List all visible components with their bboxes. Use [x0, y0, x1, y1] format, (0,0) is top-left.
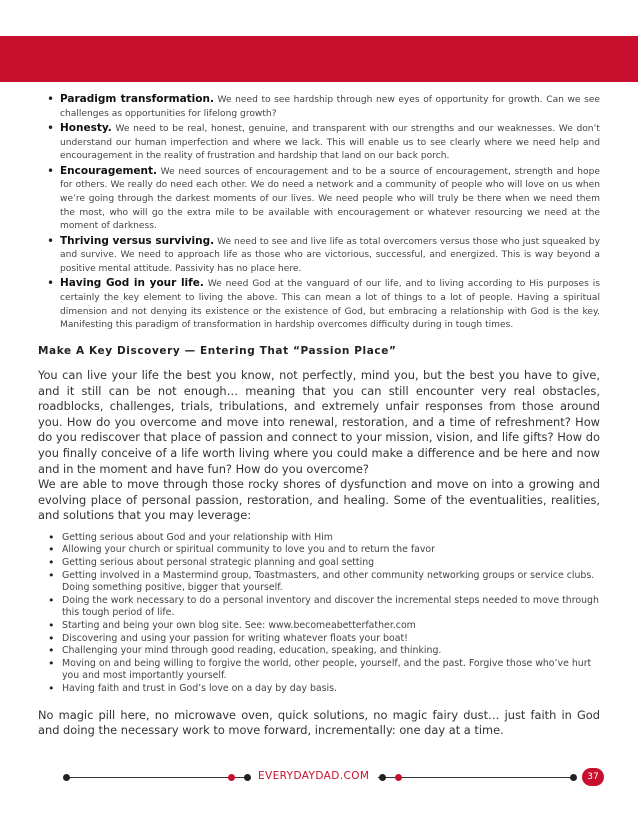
footer-dot	[395, 774, 402, 781]
list-item-term: Honesty.	[60, 121, 112, 134]
footer-dot	[244, 774, 251, 781]
footer-site-link[interactable]: EVERYDAYDAD.COM	[258, 770, 370, 782]
list-item	[60, 277, 600, 333]
page-content	[38, 93, 600, 739]
list-item	[60, 235, 600, 277]
list-item-text: We need to see hardship through new eyes of opportunity for growth. Can we see challenges as opportunities for lifelong growth?	[60, 95, 601, 119]
footer-dot	[63, 774, 70, 781]
list-item: • Allowing your church or spiritual community to love you and to return the favor	[62, 544, 600, 557]
list-item: • Getting serious about God and your relationship with Him	[62, 532, 600, 545]
list-item-text: We need God at the vanguard of our life, and to living according to His purposes is certainly the key element to living the above. This can mean a lot of things to a lot of people. Having a spiritual dimension and not denying its existence or the existence of God, but embracing a relationship with God is the key. Manifesting this paradigm of transformation in hardship overcomes difficulty during in tough times.	[60, 279, 600, 331]
principles-list	[38, 93, 600, 333]
list-item-term: Thriving versus surviving.	[60, 234, 215, 247]
list-item: • Discovering and using your passion for writing whatever floats your boat!	[62, 633, 600, 646]
list-item	[60, 122, 600, 164]
list-item-term: Paradigm transformation.	[60, 93, 214, 105]
list-item: • Challenging your mind through good reading, education, speaking, and thinking.	[62, 645, 600, 658]
list-item	[60, 165, 600, 235]
list-item: • Doing the work necessary to do a personal inventory and discover the incremental steps needed to move through this tough period of life.	[62, 595, 600, 620]
closing-paragraph: No magic pill here, no microwave oven, quick solutions, no magic fairy dust… just faith in God and doing the necessary work to move forward, incrementally: one day at a time.	[38, 707, 600, 738]
list-item-term: Having God in your life.	[60, 277, 204, 290]
header-red-bar	[0, 36, 638, 82]
footer-rule-left	[66, 777, 250, 778]
list-item: • Moving on and being willing to forgive the world, other people, yourself, and the past. Forgive those who’ve hurt you and most importantly yourself.	[62, 658, 600, 683]
list-item	[60, 93, 600, 121]
footer-rule-right	[378, 777, 574, 778]
page-footer	[0, 768, 638, 788]
page-number-badge: 37	[582, 768, 604, 786]
footer-dot	[379, 774, 386, 781]
body-paragraph: You can live your life the best you know, not perfectly, mind you, but the best you have to give, and it still can be not enough… meaning that you can still encounter very real obstacles, roadblocks, challenges, trials, tribulations, and extremely unfair responses from those around you. How do you overcome and move into renewal, restoration, and a time of refreshment? How do you rediscover that place of passion and connect to your mission, vision, and life gifts? How do you finally conceive of a life worth living where you could make a difference and be here and now and in the moment and have fun? How do you overcome?	[38, 367, 600, 476]
solutions-list	[38, 532, 600, 696]
list-item: • Getting serious about personal strategic planning and goal setting	[62, 557, 600, 570]
body-paragraph: We are able to move through those rocky shores of dysfunction and move on into a growing and evolving place of personal passion, restoration, and healing. Some of the eventualities, realities, and solutions that you may leverage:	[38, 477, 600, 523]
list-item-term: Encouragement.	[60, 164, 158, 177]
list-item: • Getting involved in a Mastermind group, Toastmasters, and other community networking groups or service clubs. Doing something positive, bigger that yourself.	[62, 570, 600, 595]
list-item: • Starting and being your own blog site. See: www.becomeabetterfather.com	[62, 620, 600, 633]
list-item: • Having faith and trust in God’s love on a day by day basis.	[62, 683, 600, 696]
list-item-text: We need to be real, honest, genuine, and transparent with our strengths and our weaknesses. We don’t understand our human imperfection and where we lack. This will enable us to see clearly where we need help and encouragement in the reality of frustration and hardship that land on our back porch.	[60, 123, 600, 162]
footer-dot	[228, 774, 235, 781]
list-item-text: We need to see and live life as total overcomers versus those who just squeaked by and survive. We need to approach life as those who are victorious, successful, and energized. This is way beyond a positive mental attitude. Passivity has no place here.	[60, 236, 600, 274]
footer-dot	[570, 774, 577, 781]
list-item-text: We need sources of encouragement and to be a source of encouragement, strength and hope for others. We really do need each other. We do need a network and a community of people who will love on us when we’re going through the darkest moments of our lives. We need people who will truly be there when we need them the most, who will go the extra mile to be available with encouragement or whatever resourcing we need at the moment of darkness.	[60, 166, 600, 232]
section-heading: Make A Key Discovery — Entering That “Passion Place”	[38, 344, 397, 357]
